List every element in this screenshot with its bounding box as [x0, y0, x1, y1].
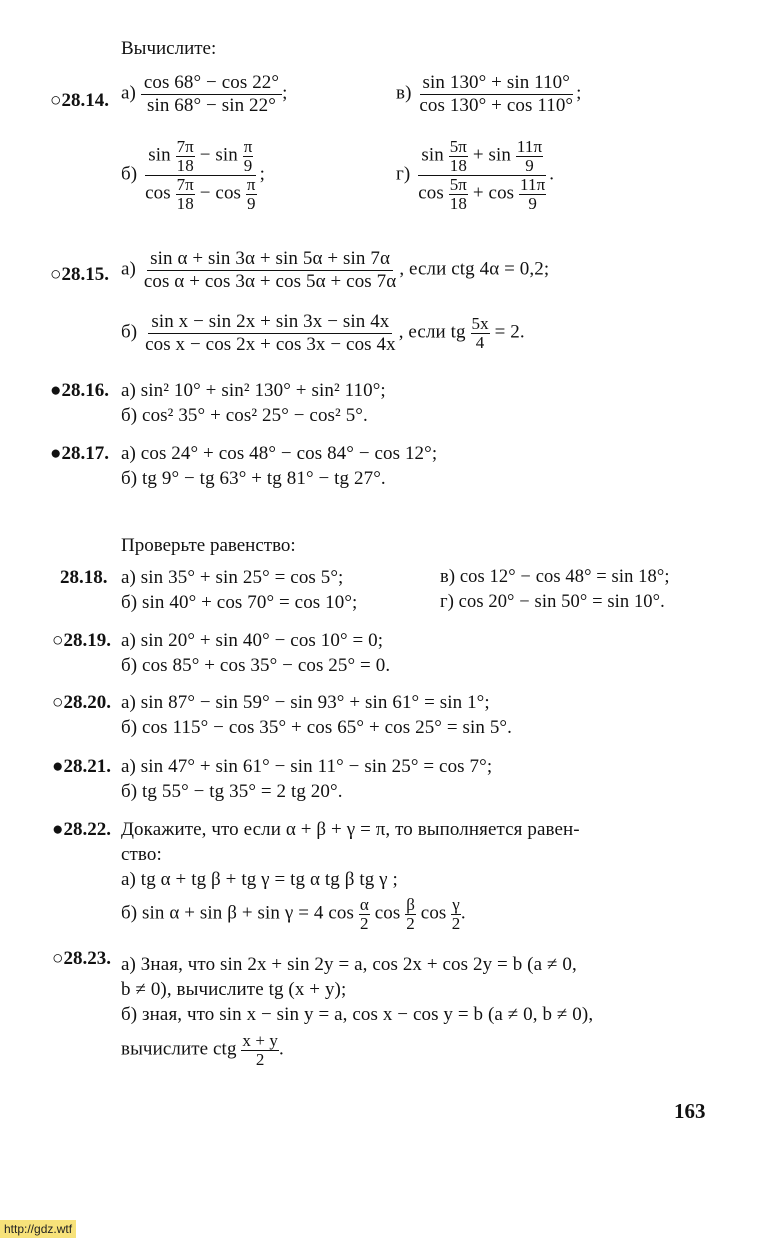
fraction: $\frac{\sin 130^\circ + \sin 110^\circ}{\cos 130^\circ + \cos 110^\circ}$: [419, 72, 574, 116]
problem-28-23-line2: b ≠ 0), вычислите tg (x + y);: [121, 979, 347, 1000]
problem-28-20-a: а) sin 87° − sin 59° − sin 93° + sin 61° = sin 1°;: [121, 692, 490, 713]
fraction: sin $\frac{7\pi}{18}$ − sin $\frac{\pi}{9}$ cos $\frac{7\pi}{18}$ − cos $\frac{\pi}{9}$: [145, 137, 256, 213]
fraction: sin $\frac{5\pi}{18}$ + sin $\frac{11\pi}{9}$ cos $\frac{5\pi}{18}$ + cos $\frac{11\pi}{9}$: [418, 137, 546, 213]
fraction: $\frac{\gamma}{2}$: [451, 895, 461, 933]
problem-28-18-g: г) cos 20° − sin 50° = sin 10°.: [440, 592, 665, 612]
problem-28-17-a: а) cos 24° + cos 48° − cos 84° − cos 12°;: [121, 443, 438, 464]
bullet-mark-icon: ●: [52, 819, 64, 840]
problem-number-28-19: ○28.19.: [52, 630, 111, 651]
fraction: $\frac{\text{sin x − sin 2x + sin 3x − sin 4x}}{\text{cos x − cos 2x + cos 3x − cos 4x}}$: [145, 311, 396, 355]
problem-number-28-14: ○28.14.: [50, 90, 109, 111]
bullet-mark-icon: ●: [52, 756, 64, 777]
watermark-link[interactable]: http://gdz.wtf: [0, 1220, 76, 1238]
section-heading-calculate: Вычислите:: [121, 38, 217, 59]
problem-28-23-line1: а) Зная, что sin 2x + sin 2y = a, cos 2x + cos 2y = b (a ≠ 0,: [121, 954, 577, 975]
problem-28-20-b: б) cos 115° − cos 35° + cos 65° + cos 25° = sin 5°.: [121, 717, 512, 738]
problem-28-19-b: б) cos 85° + cos 35° − cos 25° = 0.: [121, 655, 391, 676]
fraction: $\frac{5x}{4}$: [471, 314, 489, 352]
problem-28-14-v: в) $\frac{\sin 130^\circ + \sin 110^\circ}{\cos 130^\circ + \cos 110^\circ}$ ;: [396, 72, 582, 116]
problem-28-22-line1: Докажите, что если α + β + γ = π, то выполняется равен-: [121, 819, 580, 840]
circle-mark-icon: ○: [52, 692, 64, 713]
circle-mark-icon: ○: [52, 948, 64, 969]
problem-28-22-b: б) sin α + sin β + sin γ = 4 cos $\frac{\alpha}{2}$ cos $\frac{\beta}{2}$ cos $\frac{\gamma}{2}$ .: [121, 895, 466, 933]
problem-28-17-b: б) tg 9° − tg 63° + tg 81° − tg 27°.: [121, 468, 386, 489]
bullet-mark-icon: ●: [50, 380, 62, 401]
circle-mark-icon: ○: [50, 264, 62, 285]
page-number: 163: [674, 1099, 706, 1123]
problem-28-23-line3: б) зная, что sin x − sin y = a, cos x − cos y = b (a ≠ 0, b ≠ 0),: [121, 1004, 594, 1025]
problem-28-22-a: а) tg α + tg β + tg γ = tg α tg β tg γ ;: [121, 869, 398, 890]
fraction: $\frac{\alpha}{2}$: [359, 895, 369, 933]
section-heading-verify: Проверьте равенство:: [121, 535, 296, 556]
fraction: $\frac{\cos 68^\circ - \cos 22^\circ}{\sin 68^\circ - \sin 22^\circ}$: [141, 72, 282, 117]
fraction: $\frac{\beta}{2}$: [406, 895, 415, 933]
problem-28-22-line2: ство:: [121, 844, 162, 865]
problem-28-21-b: б) tg 55° − tg 35° = 2 tg 20°.: [121, 781, 343, 802]
problem-number-28-20: ○28.20.: [52, 692, 111, 713]
problem-number-28-23: ○28.23.: [52, 948, 111, 969]
problem-28-14-b: б) sin $\frac{7\pi}{18}$ − sin $\frac{\pi}{9}$ cos $\frac{7\pi}{18}$ − cos $\frac{\pi}{9}$ ;: [121, 137, 265, 213]
problem-28-14-a: а) $\frac{\cos 68^\circ - \cos 22^\circ}{\sin 68^\circ - \sin 22^\circ}$ ;: [121, 72, 288, 116]
circle-mark-icon: ○: [50, 90, 62, 111]
circle-mark-icon: ○: [52, 630, 64, 651]
problem-number-28-21: ●28.21.: [52, 756, 111, 777]
fraction: $\frac{\text{sin α + sin 3α + sin 5α + sin 7α}}{\text{cos α + cos 3α + cos 5α + cos 7α}}$: [143, 248, 397, 292]
problem-number-28-17: ●28.17.: [50, 443, 109, 464]
problem-28-19-a: а) sin 20° + sin 40° − cos 10° = 0;: [121, 630, 384, 651]
problem-28-14-g: г) sin $\frac{5\pi}{18}$ + sin $\frac{11\pi}{9}$ cos $\frac{5\pi}{18}$ + cos $\frac{11\pi}{9}$ .: [396, 137, 555, 213]
problem-number-28-22: ●28.22.: [52, 819, 111, 840]
problem-28-18-b: б) sin 40° + cos 70° = cos 10°;: [121, 592, 358, 613]
problem-28-21-a: а) sin 47° + sin 61° − sin 11° − sin 25° = cos 7°;: [121, 756, 493, 777]
problem-number-28-18: 28.18.: [60, 567, 108, 588]
problem-28-16-b: б) cos² 35° + cos² 25° − cos² 5°.: [121, 405, 368, 426]
fraction: $\frac{x + y}{2}$: [242, 1031, 278, 1069]
problem-28-18-v: в) cos 12° − cos 48° = sin 18°;: [440, 567, 670, 587]
problem-28-16-a: а) sin² 10° + sin² 130° + sin² 110°;: [121, 380, 386, 401]
problem-28-23-line4: вычислите ctg $\frac{x + y}{2}$ .: [121, 1031, 284, 1069]
bullet-mark-icon: ●: [50, 443, 62, 464]
problem-28-15-b: б) $\frac{\text{sin x − sin 2x + sin 3x − sin 4x}}{\text{cos x − cos 2x + cos 3x − cos 4x}}$ , если tg $\frac{5x}{4}$ = 2.: [121, 311, 525, 355]
problem-28-15-a: а) $\frac{\text{sin α + sin 3α + sin 5α + sin 7α}}{\text{cos α + cos 3α + cos 5α + cos 7α}}$ , если ctg 4α = 0,2;: [121, 248, 550, 292]
problem-number-28-15: ○28.15.: [50, 264, 109, 285]
problem-number-28-16: ●28.16.: [50, 380, 109, 401]
problem-28-18-a: а) sin 35° + sin 25° = cos 5°;: [121, 567, 344, 588]
